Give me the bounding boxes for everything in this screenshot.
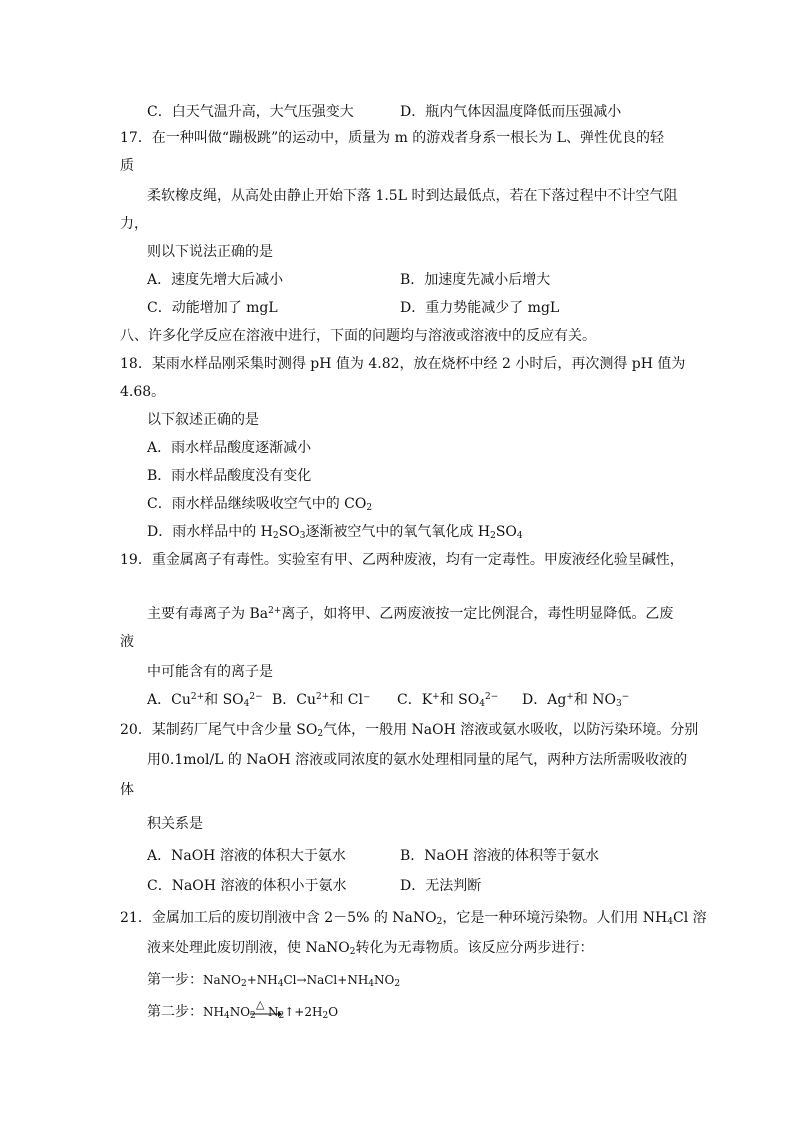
q17-option-b: B．加速度先减小后增大: [400, 272, 551, 288]
q17-option-c: C．动能增加了 mgL: [147, 300, 278, 316]
q18-stem-line3: 以下叙述正确的是: [147, 412, 259, 428]
q21-step2-products: $N_2↑+2H_2O$: [268, 1005, 339, 1021]
q17-stem-line4: 力，: [120, 216, 148, 232]
q20-stem-line4: 积关系是: [147, 816, 203, 832]
q17-option-a: A．速度先增大后减小: [147, 272, 284, 288]
q17-stem-line2: 质: [120, 158, 134, 174]
heat-condition-icon: △: [256, 998, 265, 1011]
q21-step1-equation: 第一步：$NaNO_2+NH_4Cl\to NaCl+NH_4NO_2$: [147, 972, 401, 989]
q20-stem-line1: 20．某制药厂尾气中含少量 $SO_2$气体，一般用 NaOH 溶液或氨水吸收，以防污染环境。分别: [120, 722, 699, 739]
q19-stem-line4: 中可能含有的离子是: [147, 664, 273, 680]
reaction-arrow-icon: →: [296, 973, 307, 987]
q19-option-d: D．Ag+和 $NO_3^-$: [522, 692, 630, 709]
q18-option-d: D．雨水样品中的 $H_2SO_3$逐渐被空气中的氧气氧化成 $H_2SO_4$: [147, 524, 523, 541]
q19-option-c: C．K+和 $SO_4^{2-}$: [397, 692, 499, 709]
q18-option-c: C．雨水样品继续吸收空气中的 $CO_2$: [147, 496, 373, 513]
q20-stem-line3: 体: [120, 782, 134, 798]
q21-stem-line1: 21．金属加工后的废切削液中含 2－5% 的 NaNO$_2$，它是一种环境污染物。人们用 $NH_4Cl$ 溶: [120, 910, 707, 927]
q19-options-row: [147, 690, 629, 710]
q17-stem-line3: 柔软橡皮绳，从高处由静止开始下落 1.5L 时到达最低点，若在下落过程中不计空气阻: [147, 188, 678, 204]
q19-stem-line2: 主要有毒离子为 $Ba^{2+}$离子，如将甲、乙两废液按一定比例混合，毒性明显降低。乙废: [147, 606, 674, 622]
q20-option-b: B．NaOH 溶液的体积等于氨水: [400, 848, 600, 864]
q18-option-a: A．雨水样品酸度逐渐减小: [147, 440, 312, 456]
q18-stem-line1: 18．某雨水样品刚采集时测得 pH 值为 4.82，放在烧杯中经 2 小时后，再次测得 pH 值为: [120, 356, 686, 372]
q17-option-d: D．重力势能减少了 mgL: [400, 300, 560, 316]
section-8-heading: 八、许多化学反应在溶液中进行，下面的问题均与溶液或溶液中的反应有关。: [120, 328, 596, 344]
q16-option-c: C．白天气温升高，大气压强变大: [147, 104, 354, 120]
gas-arrow-icon: ↑: [284, 1005, 295, 1019]
q21-stem-line2: 液来处理此废切削液，使 NaNO$_2$转化为无毒物质。该反应分两步进行：: [147, 940, 594, 957]
q19-stem-line1: 19．重金属离子有毒性。实验室有甲、乙两种废液，均有一定毒性。甲废液经化验呈碱性，: [120, 552, 684, 568]
q20-option-c: C．NaOH 溶液的体积小于氨水: [147, 878, 347, 894]
q18-option-b: B．雨水样品酸度没有变化: [147, 468, 312, 484]
q20-stem-line2: 用0.1mol/L 的 NaOH 溶液或同浓度的氨水处理相同量的尾气，两种方法所需吸收液的: [147, 752, 688, 768]
q16-option-d: D．瓶内气体因温度降低而压强减小: [400, 104, 622, 120]
q19-option-a: A．$Cu^{2+}$和 $SO_4^{2-}$: [147, 692, 263, 709]
q21-step2-equation: 第二步：$NH_4NO_2$: [147, 1004, 256, 1021]
q17-stem-line5: 则以下说法正确的是: [147, 244, 273, 260]
q19-option-b: B．$Cu^{2+}$和 Cl⁻: [272, 692, 371, 708]
q17-stem-line1: 17．在一种叫做“蹦极跳”的运动中，质量为 m 的游戏者身系一根长为 L、弹性优良的轻: [120, 130, 665, 146]
q20-option-d: D．无法判断: [400, 878, 482, 894]
q20-option-a: A．NaOH 溶液的体积大于氨水: [147, 848, 346, 864]
q18-stem-line2: 4.68。: [120, 384, 166, 400]
q19-stem-line3: 液: [120, 634, 134, 650]
